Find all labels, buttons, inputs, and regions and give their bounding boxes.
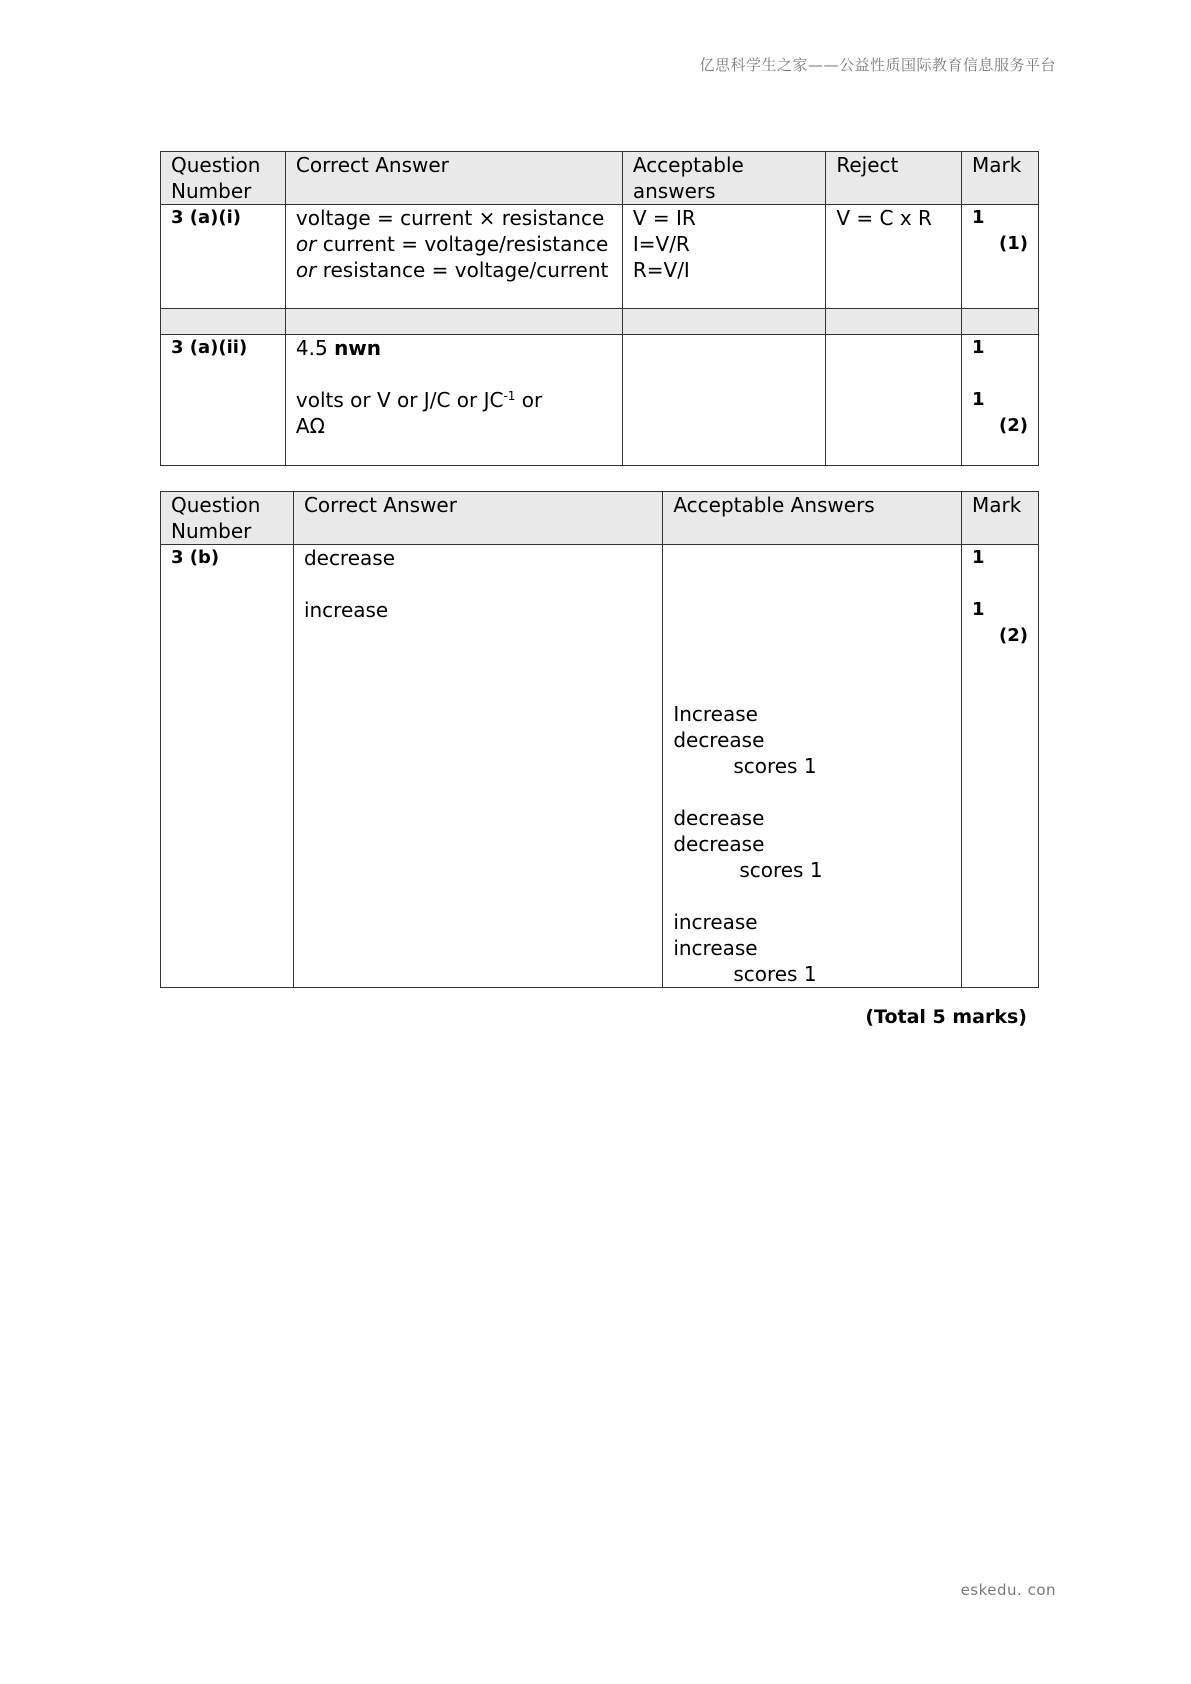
list-item: decrease [673, 806, 765, 830]
header-question-number: Question Number [161, 492, 294, 545]
mark: 1 (1) [962, 205, 1039, 309]
acceptable-answers [663, 545, 962, 988]
mark-scheme-table-3a [160, 151, 1039, 466]
table-header-row [161, 492, 1039, 545]
mark-total: (1) [999, 233, 1028, 254]
mark: 1 1 (2) [962, 545, 1039, 988]
header-mark: Mark [962, 152, 1039, 205]
correct-answer [293, 545, 662, 988]
question-number: 3 (b) [161, 545, 294, 988]
list-item: increase [673, 936, 758, 960]
total-marks: (Total 5 marks) [865, 1006, 1027, 1028]
list-item-score: scores 1 [739, 858, 823, 882]
correct-answer [285, 205, 622, 309]
header-reject: Reject [826, 152, 962, 205]
answer-line: decrease [303, 546, 396, 570]
header-acceptable-answers: Acceptable answers [622, 152, 826, 205]
mark-scheme-table-3b [160, 491, 1039, 988]
list-item-score: scores 1 [733, 962, 817, 986]
question-number: 3 (a)(ii) [161, 335, 286, 466]
list-item: decrease [673, 728, 765, 752]
question-number: 3 (a)(i) [161, 205, 286, 309]
table-row [161, 335, 1039, 466]
acceptable-answers: V = IR I=V/R R=V/I [622, 205, 826, 309]
mark-total: (2) [999, 415, 1028, 436]
reject-answer [826, 335, 962, 466]
acceptable-answers [622, 335, 826, 466]
list-item: increase [673, 910, 758, 934]
mark: 1 1 (2) [962, 335, 1039, 466]
table-header-row [161, 152, 1039, 205]
mark-total: (2) [999, 625, 1028, 646]
table-row [161, 545, 1039, 988]
header-acceptable-answers: Acceptable Answers [663, 492, 962, 545]
header-correct-answer: Correct Answer [285, 152, 622, 205]
header-correct-answer: Correct Answer [293, 492, 662, 545]
answer-line: volts or V or J/C or $JC^{-1}$ or [295, 388, 543, 412]
answer-line: increase [303, 598, 389, 622]
answer-line: 4.5 nwn [295, 336, 382, 360]
answer-line: AΩ [295, 414, 325, 438]
answer-line: or resistance = voltage/current [295, 258, 609, 282]
correct-answer [285, 335, 622, 466]
list-item: decrease [673, 832, 765, 856]
page-footer: eskedu. con [960, 1581, 1056, 1599]
separator-row [161, 309, 1039, 335]
header-mark: Mark [962, 492, 1039, 545]
header-question-number: Question Number [161, 152, 286, 205]
table-row [161, 205, 1039, 309]
list-item-score: scores 1 [733, 754, 817, 778]
reject-answer: V = C x R [826, 205, 962, 309]
answer-line: voltage = current × resistance [295, 206, 605, 230]
list-item: Increase [673, 702, 758, 726]
answer-line: or current = voltage/resistance [295, 232, 609, 256]
page-header: 亿思科学生之家——公益性质国际教育信息服务平台 [699, 56, 1056, 74]
